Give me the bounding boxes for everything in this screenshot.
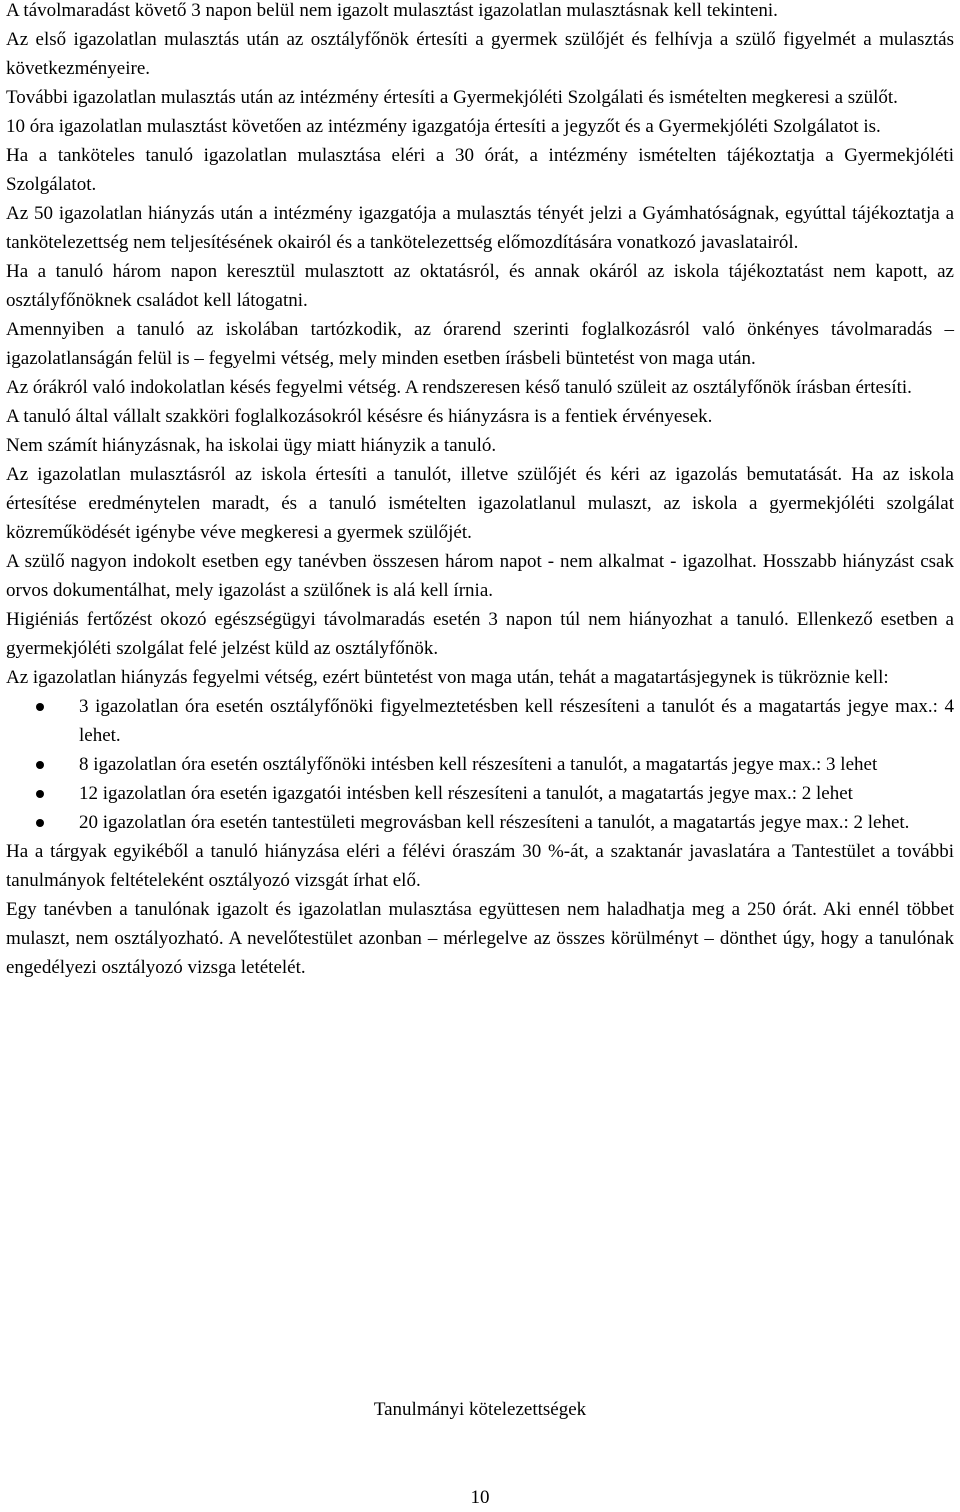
paragraph: Higiéniás fertőzést okozó egészségügyi távolmaradás esetén 3 napon túl nem hiányozhat a tanuló. Ellenkező esetben a gyermekjóléti szolgálat felé jelzést küld az osztályfőnök. xyxy=(6,609,954,659)
paragraph: Az órákról való indokolatlan késés fegyelmi vétség. A rendszeresen késő tanuló szüleit az osztályfőnök írásban értesíti. xyxy=(6,377,912,398)
paragraph: További igazolatlan mulasztás után az intézmény értesíti a Gyermekjóléti Szolgálati és ismételten megkeresi a szülőt. xyxy=(6,87,898,108)
list-item xyxy=(6,750,954,779)
paragraph: Egy tanévben a tanulónak igazolt és igazolatlan mulasztása együttesen nem haladhatja meg a 250 órát. Aki ennél többet mulaszt, nem osztályozható. A nevelőtestület azonban – mérlegelve az összes körülményt – dönthet úgy, hogy a tanulónak engedélyezi osztályozó vizsga letételét. xyxy=(6,899,954,978)
paragraph: Az 50 igazolatlan hiányzás után a intézmény igazgatója a mulasztás tényét jelzi a Gyámhatóságnak, egyúttal tájékoztatja a tankötelezettség nem teljesítésének okairól és a tankötelezettség előmozdítására vonatkozó javaslatairól. xyxy=(6,203,954,253)
paragraph: Az első igazolatlan mulasztás után az osztályfőnök értesíti a gyermek szülőjét és felhívja a szülő figyelmét a mulasztás következményeire. xyxy=(6,29,954,79)
paragraph: Az igazolatlan hiányzás fegyelmi vétség, ezért büntetést von maga után, tehát a magatartásjegynek is tükröznie kell: xyxy=(6,667,889,688)
list-item xyxy=(6,808,954,837)
bullet-icon xyxy=(36,761,44,769)
document-page xyxy=(6,0,954,982)
paragraph: Amennyiben a tanuló az iskolában tartózkodik, az órarend szerinti foglalkozásról való önkényes távolmaradás – igazolatlanságán felül is – fegyelmi vétség, mely minden esetben írásbeli büntetést von maga után. xyxy=(6,319,954,369)
paragraph: Az igazolatlan mulasztásról az iskola értesíti a tanulót, illetve szülőjét és kéri az igazolás bemutatását. Ha az iskola értesítése eredménytelen maradt, és a tanuló ismételten igazolatlanul mulaszt, az iskola a gyermekjóléti szolgálat közreműködését igénybe véve megkeresi a gyermek szülőjét. xyxy=(6,464,954,543)
bullet-icon xyxy=(36,819,44,827)
paragraph: A szülő nagyon indokolt esetben egy tanévben összesen három napot - nem alkalmat - igazolhat. Hosszabb hiányzást csak orvos dokumentálhat, mely igazolást a szülőnek is alá kell írnia. xyxy=(6,551,954,601)
paragraph: 10 óra igazolatlan mulasztást követően az intézmény igazgatója értesíti a jegyzőt és a Gyermekjóléti Szolgálatot is. xyxy=(6,116,881,137)
list-item xyxy=(6,692,954,750)
grade-consequence-list xyxy=(6,692,954,837)
paragraph: Ha a tárgyak egyikéből a tanuló hiányzása eléri a félévi óraszám 30 %-át, a szaktanár javaslatára a Tantestület a további tanulmányok feltételeként osztályozó vizsgát írhat elő. xyxy=(6,841,954,891)
list-item-text: 12 igazolatlan óra esetén igazgatói intésben kell részesíteni a tanulót, a magatartás jegye max.: 2 lehet xyxy=(79,783,853,804)
list-item-text: 3 igazolatlan óra esetén osztályfőnöki figyelmeztetésben kell részesíteni a tanulót és a magatartás jegye max.: 4 lehet. xyxy=(79,696,954,746)
section-heading: Tanulmányi kötelezettségek xyxy=(373,1399,587,1420)
list-item-text: 8 igazolatlan óra esetén osztályfőnöki intésben kell részesíteni a tanulót, a magatartás jegye max.: 3 lehet xyxy=(79,754,878,775)
page-number: 10 xyxy=(470,1487,490,1508)
list-item-text: 20 igazolatlan óra esetén tantestületi megrovásban kell részesíteni a tanulót, a magatartás jegye max.: 2 lehet. xyxy=(79,812,910,833)
bullet-icon xyxy=(36,790,44,798)
paragraph: Nem számít hiányzásnak, ha iskolai ügy miatt hiányzik a tanuló. xyxy=(6,435,497,456)
paragraph: Ha a tanuló három napon keresztül mulasztott az oktatásról, és annak okáról az iskola tájékoztatást nem kapott, az osztályfőnöknek családot kell látogatni. xyxy=(6,261,954,311)
list-item xyxy=(6,779,954,808)
paragraph: A tanuló által vállalt szakköri foglalkozásokról késésre és hiányzásra is a fentiek érvényesek. xyxy=(6,406,713,427)
paragraph: A távolmaradást követő 3 napon belül nem igazolt mulasztást igazolatlan mulasztásnak kell tekinteni. xyxy=(6,0,778,21)
paragraph: Ha a tanköteles tanuló igazolatlan mulasztása eléri a 30 órát, a intézmény ismételten tájékoztatja a Gyermekjóléti Szolgálatot. xyxy=(6,145,954,195)
bullet-icon xyxy=(36,703,44,711)
